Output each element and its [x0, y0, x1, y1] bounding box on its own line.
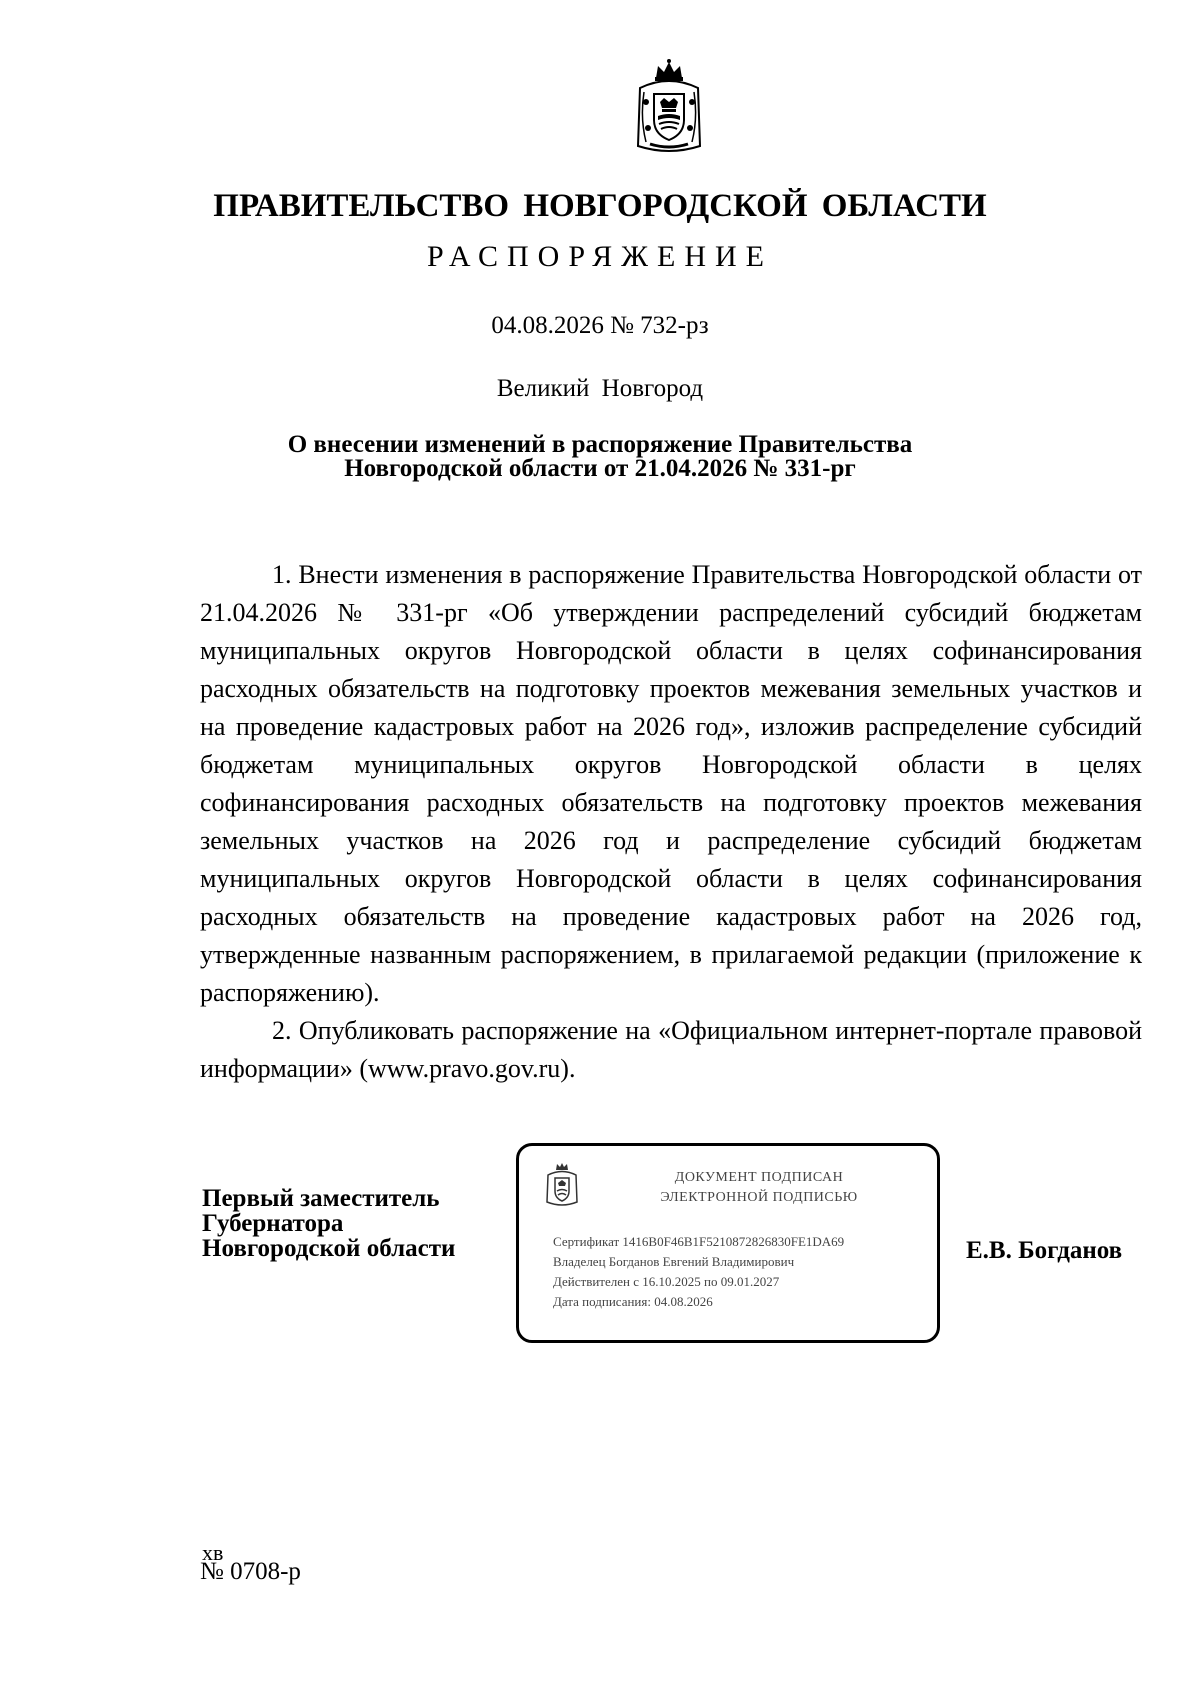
document-city: Великий Новгород	[496, 375, 704, 402]
body-paragraph: 2. Опубликовать распоряжение на «Официальном интернет-портале правовой информации» (www.pravo.gov.ru).	[200, 1016, 1142, 1083]
coat-of-arms-small-icon	[543, 1162, 581, 1208]
signer-name: Е.В. Богданов	[966, 1237, 1123, 1264]
signer-title-line: Губернатора	[202, 1210, 344, 1237]
document-date-number: 04.08.2026 № 732-рз	[491, 312, 709, 339]
stamp-validity: Действителен с 16.10.2025 по 09.01.2027	[553, 1274, 780, 1289]
stamp-heading	[599, 1168, 919, 1208]
document-subject	[0, 433, 1200, 481]
stamp-signed-date: Дата подписания: 04.08.2026	[553, 1294, 713, 1309]
document-body	[200, 556, 1142, 1088]
government-title: ПРАВИТЕЛЬСТВО НОВГОРОДСКОЙ ОБЛАСТИ	[213, 188, 987, 224]
subject-line: О внесении изменений в распоряжение Правительства	[287, 431, 913, 458]
stamp-details	[553, 1232, 844, 1312]
footer-initials: хв	[202, 1540, 224, 1565]
signer-title-line: Новгородской области	[202, 1235, 456, 1262]
stamp-heading-line: ДОКУМЕНТ ПОДПИСАН	[674, 1170, 844, 1185]
stamp-heading-line: ЭЛЕКТРОННОЙ ПОДПИСЬЮ	[660, 1190, 858, 1205]
signer-title	[202, 1186, 455, 1261]
coat-of-arms-icon	[628, 58, 710, 156]
document-type: РАСПОРЯЖЕНИЕ	[426, 240, 774, 273]
subject-line: Новгородской области от 21.04.2026 № 331-рг	[344, 455, 856, 482]
signer-title-line: Первый заместитель	[202, 1185, 440, 1212]
stamp-certificate: Сертификат 1416B0F46B1F5210872826830FE1DA69	[553, 1234, 845, 1249]
stamp-owner: Владелец Богданов Евгений Владимирович	[553, 1254, 795, 1269]
body-paragraph: 1. Внести изменения в распоряжение Правительства Новгородской области от 21.04.2026 № 331-рг «Об утверждении распределений субсидий бюджетам муниципальных округов Новгородской области в целях софинансирования расходных обязательств на подготовку проектов межевания земельных участков и на проведение кадастровых работ на 2026 год», изложив распределение субсидий бюджетам муниципальных округов Новгородской области в целях софинансирования расходных обязательств на подготовку проектов межевания земельных участков на 2026 год и распределение субсидий бюджетам муниципальных округов Новгородской области в целях софинансирования расходных обязательств на проведение кадастровых работ на 2026 год, утвержденные названным распоряжением, в прилагаемой редакции (приложение к распоряжению).	[200, 560, 1142, 1007]
electronic-signature-stamp	[516, 1143, 940, 1343]
footer-reg-number: № 0708-р	[200, 1558, 301, 1585]
